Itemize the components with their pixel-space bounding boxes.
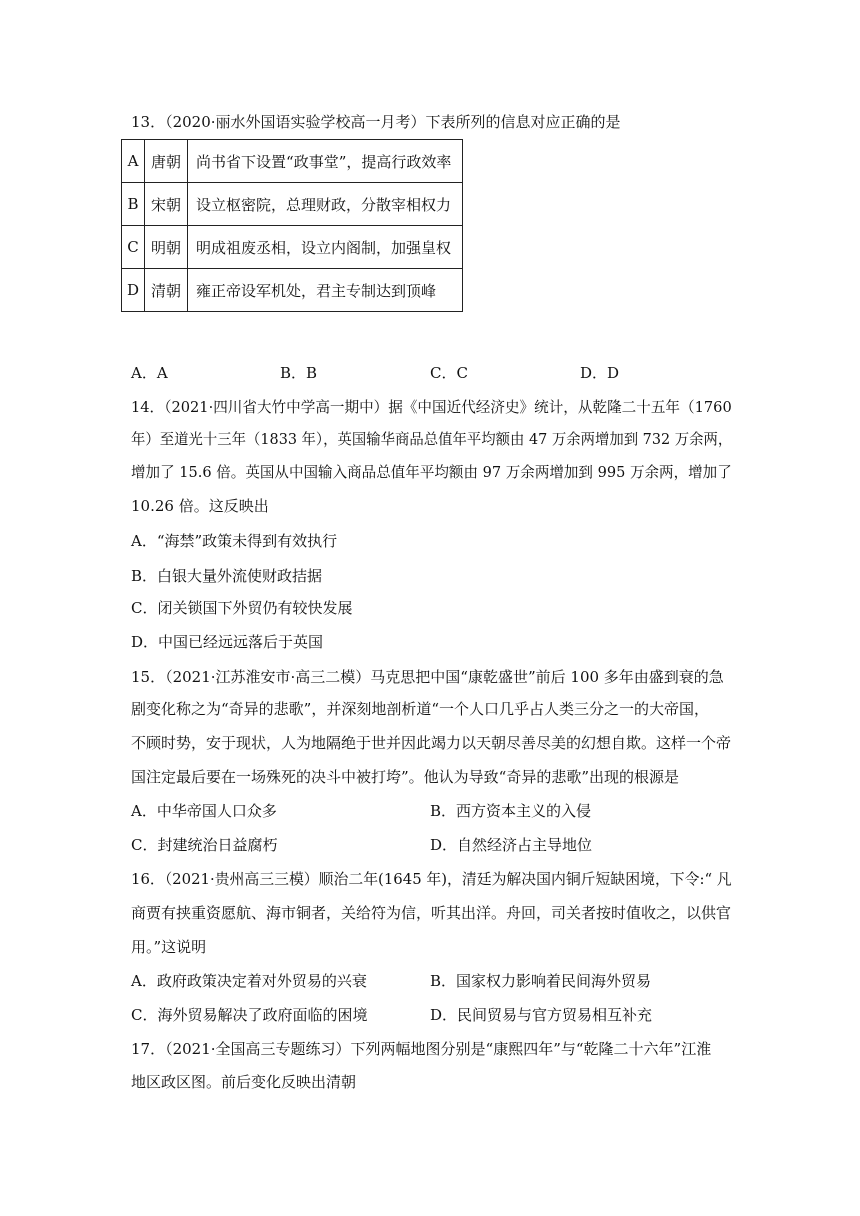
- q14-option-c[interactable]: C．闭关锁国下外贸仍有较快发展: [131, 599, 353, 617]
- q13-table: [121, 139, 463, 312]
- q15-option-d[interactable]: D．自然经济占主导地位: [430, 836, 593, 854]
- table-row: [122, 183, 463, 226]
- q14-stem-line: 年）至道光十三年（1833 年），英国输华商品总值年平均额由 47 万余两增加到 732 万余两，: [131, 430, 733, 448]
- q16-stem-line: 商贾有挟重资愿航、海市铜者，关给符为信，听其出洋。舟回，司关者按时值收之，以供官: [131, 904, 732, 922]
- q16-option-c[interactable]: C．海外贸易解决了政府面临的困境: [131, 1006, 368, 1024]
- row-content: 明成祖废丞相，设立内阁制，加强皇权: [188, 226, 463, 269]
- q15-stem-line: 国注定最后要在一场殊死的决斗中被打垮”。他认为导致“奇异的悲歌”出现的根源是: [131, 768, 680, 786]
- q14-option-a[interactable]: A．“海禁”政策未得到有效执行: [131, 532, 338, 550]
- q13-option-c[interactable]: C．C: [430, 364, 468, 382]
- table-row: [122, 140, 463, 183]
- row-content: 尚书省下设置“政事堂”，提高行政效率: [188, 140, 463, 183]
- table-row: [122, 269, 463, 312]
- q14-option-b[interactable]: B．白银大量外流使财政拮据: [131, 567, 323, 585]
- row-dynasty: 清朝: [145, 269, 188, 312]
- q13-option-b[interactable]: B．B: [280, 364, 318, 382]
- q14-stem-line: 14．（2021·四川省大竹中学高一期中）据《中国近代经济史》统计，从乾隆二十五年（1760: [131, 398, 732, 416]
- q14-stem-line: 增加了 15.6 倍。英国从中国输入商品总值年平均额由 97 万余两增加到 995 万余两，增加了: [131, 463, 732, 481]
- q16-option-b[interactable]: B．国家权力影响着民间海外贸易: [430, 972, 652, 990]
- q16-option-a[interactable]: A．政府政策决定着对外贸易的兴衰: [131, 972, 367, 990]
- q15-option-a[interactable]: A．中华帝国人口众多: [131, 802, 277, 820]
- row-letter: A: [122, 140, 145, 183]
- q15-stem-line: 不顾时势，安于现状，人为地隔绝于世并因此竭力以天朝尽善尽美的幻想自欺。这样一个帝: [131, 734, 732, 752]
- row-letter: D: [122, 269, 145, 312]
- q14-stem-line: 10.26 倍。这反映出: [131, 497, 269, 515]
- row-dynasty: 唐朝: [145, 140, 188, 183]
- q16-stem-line: 用。”这说明: [131, 938, 207, 956]
- q13-option-a[interactable]: A．A: [131, 364, 168, 382]
- q15-stem-line: 15．（2021·江苏淮安市·高三二模）马克思把中国“康乾盛世”前后 100 多年由盛到衰的急: [131, 668, 724, 686]
- q13-stem: 13．（2020·丽水外国语实验学校高一月考）下表所列的信息对应正确的是: [131, 113, 621, 131]
- q16-stem-line: 16．（2021·贵州高三三模）顺治二年(1645 年)，清廷为解决国内铜斤短缺困境，下令:“ 凡: [131, 870, 732, 888]
- row-letter: B: [122, 183, 145, 226]
- q13-option-d[interactable]: D．D: [580, 364, 620, 382]
- q17-stem-line: 17．（2021·全国高三专题练习）下列两幅地图分别是“康熙四年”与“乾隆二十六年”江淮: [131, 1040, 712, 1058]
- q17-stem-line: 地区政区图。前后变化反映出清朝: [131, 1073, 357, 1091]
- q15-option-b[interactable]: B．西方资本主义的入侵: [430, 802, 592, 820]
- row-content: 设立枢密院，总理财政，分散宰相权力: [188, 183, 463, 226]
- q16-option-d[interactable]: D．民间贸易与官方贸易相互补充: [430, 1006, 653, 1024]
- row-dynasty: 宋朝: [145, 183, 188, 226]
- table-row: [122, 226, 463, 269]
- row-letter: C: [122, 226, 145, 269]
- q14-option-d[interactable]: D．中国已经远远落后于英国: [131, 633, 324, 651]
- row-dynasty: 明朝: [145, 226, 188, 269]
- q15-stem-line: 剧变化称之为“奇异的悲歌”，并深刻地剖析道“一个人口几乎占人类三分之一的大帝国，: [131, 700, 710, 718]
- q15-option-c[interactable]: C．封建统治日益腐朽: [131, 836, 278, 854]
- row-content: 雍正帝设军机处，君主专制达到顶峰: [188, 269, 463, 312]
